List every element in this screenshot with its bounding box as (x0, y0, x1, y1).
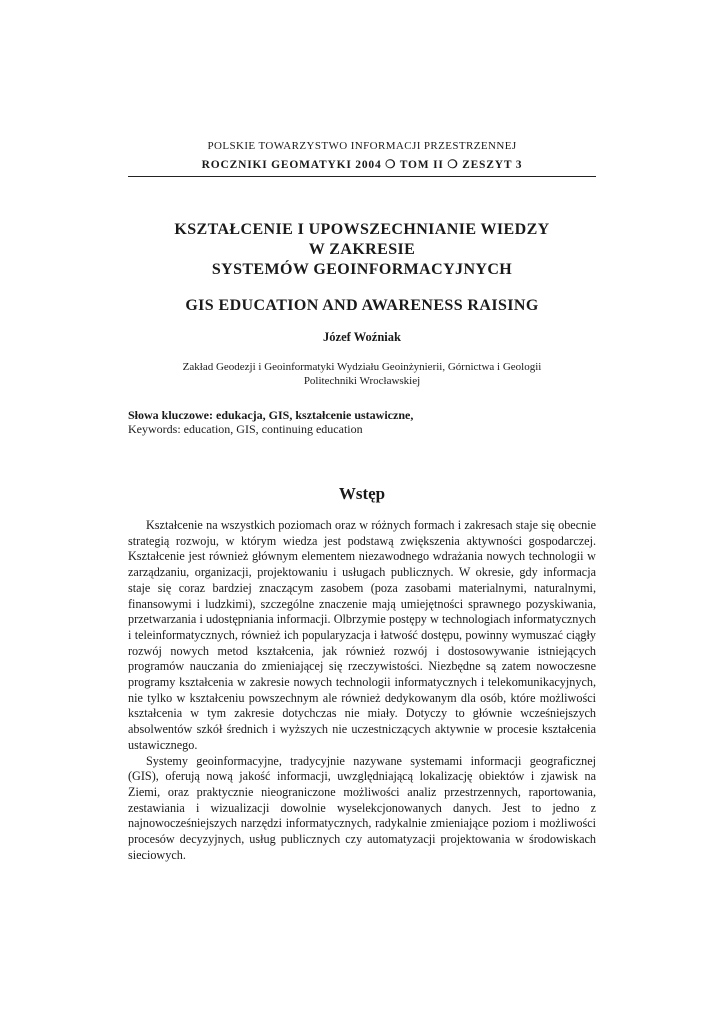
section-title: Wstęp (338, 484, 386, 503)
affiliation-line-2: Politechniki Wrocławskiej (303, 375, 421, 387)
affiliation (128, 360, 596, 388)
header-journal-line: ROCZNIKI GEOMATYKI 2004 ❍ TOM II ❍ ZESZYT 3 (201, 159, 523, 171)
title-block (128, 220, 596, 316)
affiliation-line-1: Zakład Geodezji i Geoinformatyki Wydziału Geoinżynierii, Górnictwa i Geologii (182, 361, 542, 373)
keywords-english: Keywords: education, GIS, continuing education (128, 422, 363, 436)
author: Józef Woźniak (323, 330, 401, 344)
body-text (128, 518, 596, 863)
title-polish (128, 220, 596, 280)
title-english: GIS EDUCATION AND AWARENESS RAISING (185, 297, 539, 314)
keywords (128, 408, 596, 436)
title-polish-line-3: SYSTEMÓW GEOINFORMACYJNYCH (211, 261, 513, 278)
keywords-polish: Słowa kluczowe: edukacja, GIS, kształcenie ustawiczne, (128, 408, 414, 422)
title-polish-line-2: W ZAKRESIE (308, 241, 416, 258)
header-rule (128, 176, 596, 177)
header-organization: POLSKIE TOWARZYSTWO INFORMACJI PRZESTRZENNEJ (207, 140, 517, 152)
title-polish-line-1: KSZTAŁCENIE I UPOWSZECHNIANIE WIEDZY (174, 221, 550, 238)
paragraph-1: Kształcenie na wszystkich poziomach oraz w różnych formach i zakresach staje się obecnie strategią rozwoju, w którym wiedza jest podstawą zwiększenia aktywności gospodarczej. Kształcenie jest również głównym elementem niezawodnego wdrażania nowych technologii w zarządzaniu, organizacji, projektowaniu i usługach publicznych. W okresie, gdy informacja staje się coraz bardziej znaczącym zasobem (poza zasobami materialnymi, naturalnymi, finansowymi i ludzkimi), szczególne znaczenie mają umiejętności sprawnego pozyskiwania, przetwarzania i udostępniania informacji. Olbrzymie postępy w technologiach informatycznych i teleinformatycznych, również ich popularyzacja i łatwość dostępu, powinny wymuszać ciągły rozwój nowych metod kształcenia, jak również rozwój i dostosowywanie istniejących programów nauczania do zmieniającej się rzeczywistości. Niezbędne są zatem nowoczesne programy kształcenia w zakresie nowych technologii informatycznych i telekomunikacyjnych, nie tylko w kształceniu powszechnym ale również dedykowanym dla osób, które możliwości kształcenia w tym zakresie dotychczas nie miały. Dotyczy to głównie wcześniejszych absolwentów szkół średnich i wyższych nie uczestniczących aktywnie w procesie kształcenia ustawicznego. (128, 518, 596, 752)
paragraph-2: Systemy geoinformacyjne, tradycyjnie nazywane systemami informacji geograficznej (GIS), oferują nową jakość informacji, uwzględniającą lokalizację obiektów i zjawisk na Ziemi, oraz praktycznie nieograniczone możliwości analiz przestrzennych, raportowania, zestawiania i wizualizacji dowolnie wyselekcjonowanych danych. Jest to jedno z najnowocześniejszych narzędzi informatycznych, radykalnie zmieniające poziom i możliwości procesów decyzyjnych, usług publicznych czy automatyzacji projektowania w środowiskach sieciowych. (128, 753, 596, 862)
